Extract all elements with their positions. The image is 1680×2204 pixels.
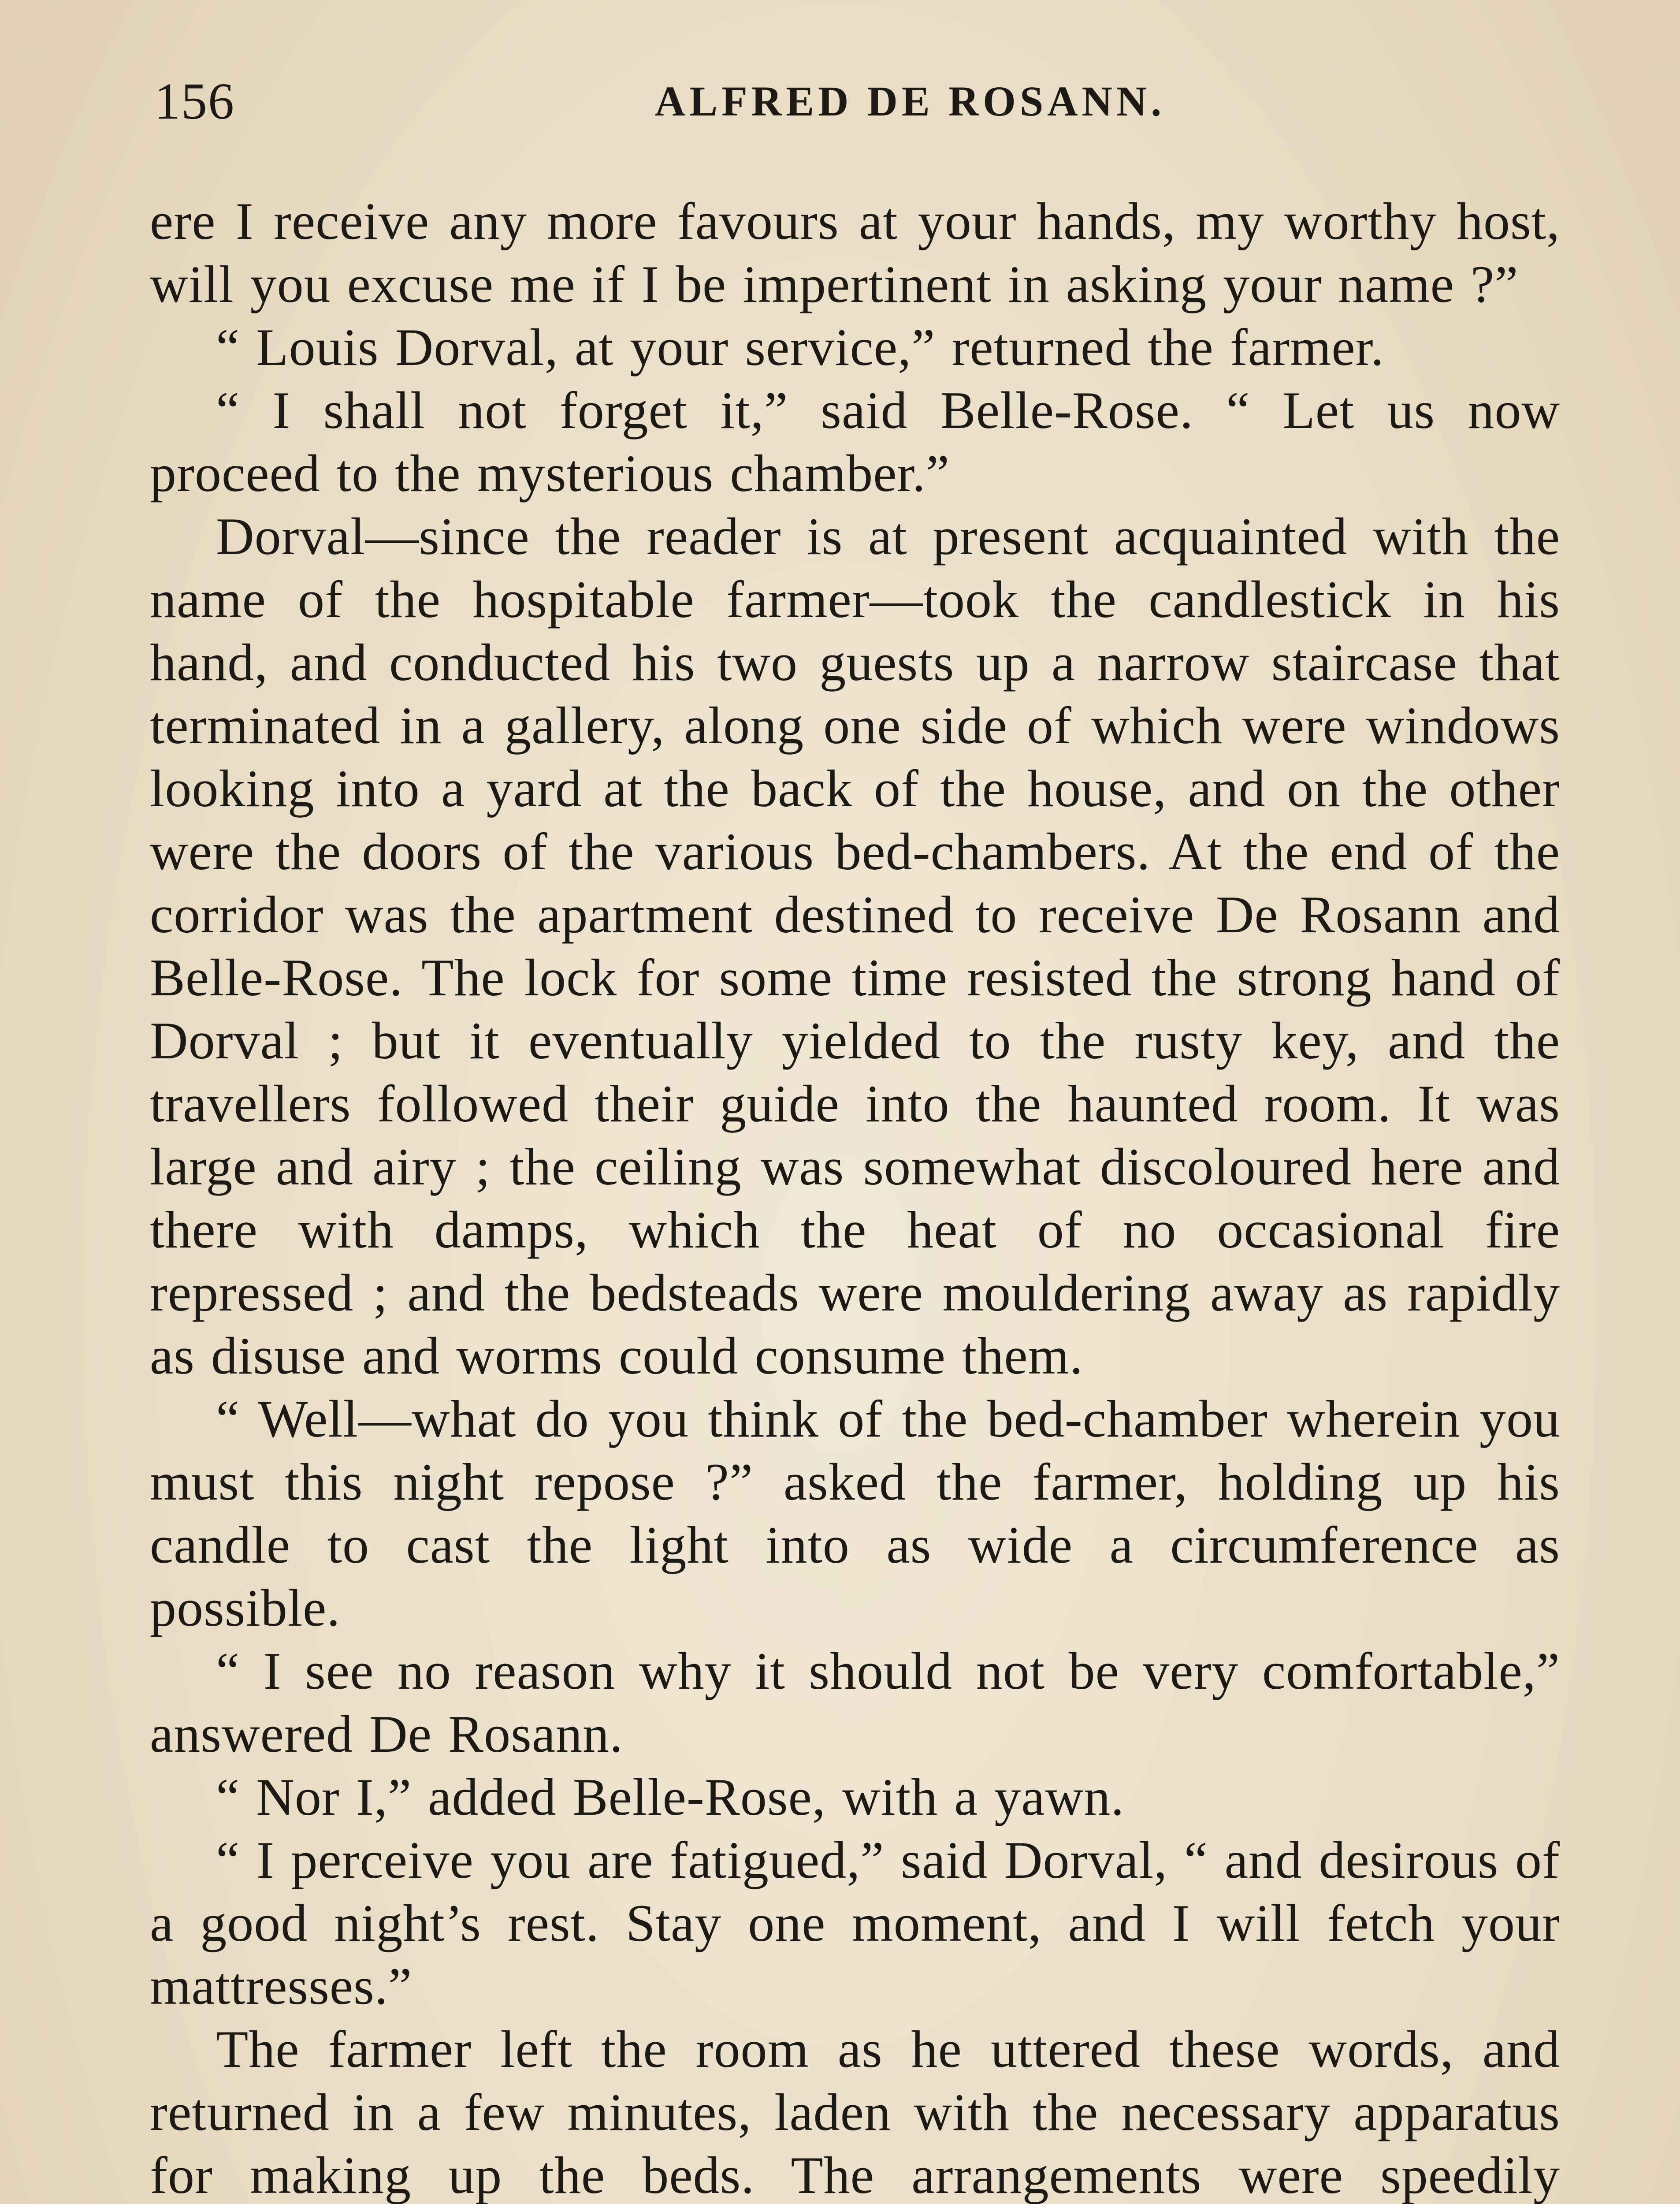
paragraph-farmer-question: “ Well—what do you think of the bed-chamber wherein you must this night repose ?” asked the farmer, holding up his candle to cast the light into as wide a circumference as possible. [150,1389,1560,1637]
paragraph-belle-rose-reply: “ I shall not forget it,” said Belle-Rose. “ Let us now proceed to the mysterious chamber.” [150,381,1560,503]
paragraph-de-rosann-answer: “ I see no reason why it should not be very comfortable,” answered De Rosann. [150,1642,1560,1763]
paragraph-dorval-introduction: “ Louis Dorval, at your service,” returned the farmer. [216,318,1384,376]
paragraph-haunted-room-description: Dorval—since the reader is at present acquainted with the name of the hospitable farmer—took the candlestick in his hand, and conducted his two guests up a narrow staircase that terminated in a gallery, along one side of which were windows looking into a yard at the back of the house, and on the other were the doors of the various bed-chambers. At the end of the corridor was the apartment destined to receive De Rosann and Belle-Rose. The lock for some time resisted the strong hand of Dorval ; but it eventually yielded to the rusty key, and the travellers followed their guide into the haunted room. It was large and airy ; the ceiling was somewhat discoloured here and there with damps, which the heat of no occasional fire repressed ; and the bedsteads were mouldering away as rapidly as disuse and worms could consume them. [150,507,1560,1385]
paragraph-dorval-offer: “ I perceive you are fatigued,” said Dorval, “ and desirous of a good night’s rest. Stay one moment, and I will fetch your mattresses.” [150,1831,1560,2015]
paragraph-belle-rose-yawn: “ Nor I,” added Belle-Rose, with a yawn. [216,1768,1125,1826]
running-title: ALFRED DE ROSANN. [654,78,1166,125]
paragraph-farmer-leaves: The farmer left the room as he uttered these words, and returned in a few minutes, laden with the necessary apparatus for making up the beds. The arrangements were speedily [150,2020,1560,2204]
body-text [150,190,1560,2204]
running-head [150,66,1565,137]
page-number: 156 [154,72,235,130]
paragraph-continuation: ere I receive any more favours at your hands, my worthy host, will you excuse me if I be impertinent in asking your name ?” [150,192,1560,313]
